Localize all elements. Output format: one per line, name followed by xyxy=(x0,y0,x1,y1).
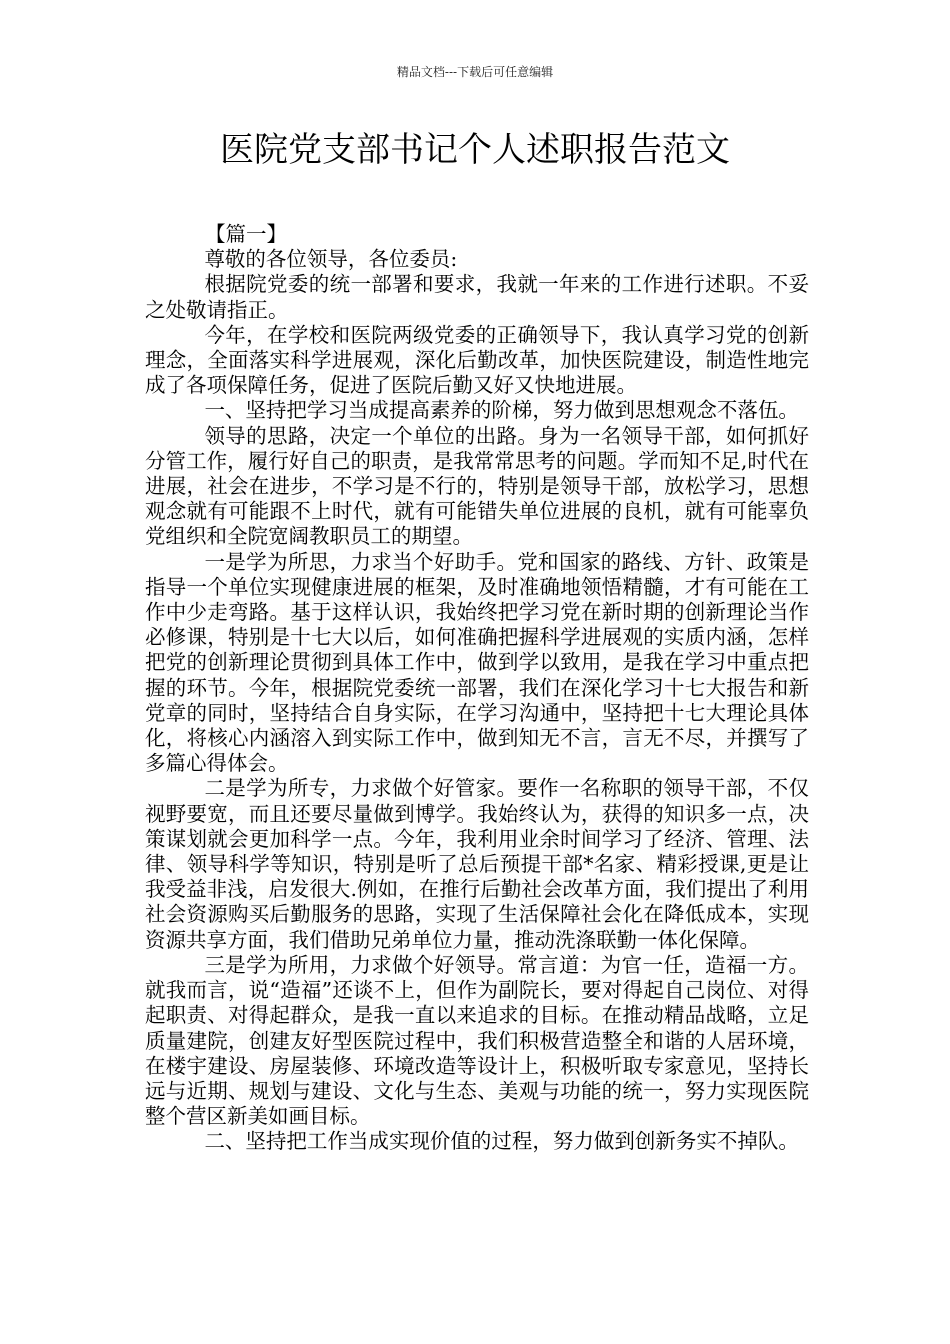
paragraph-salutation: 尊敬的各位领导，各位委员: xyxy=(204,247,458,272)
section-label: 【篇一】 xyxy=(205,222,287,246)
document-body xyxy=(145,222,809,1155)
paragraph: 三是学为所用，力求做个好领导。常言道：为官一任，造福一方。就我而言，说“造福”还谈不上，但作为副院长，要对得起自己岗位、对得起职责、对得起群众，是我一直以来追求的目标。在推动精品战略，立足质量建院，创建友好型医院过程中，我们积极营造整全和谐的人居环境，在楼宇建设、房屋装修、环境改造等设计上，积极听取专家意见，坚持长远与近期、规划与建设、文化与生态、美观与功能的统一，努力实现医院整个营区新美如画目标。 xyxy=(145,952,809,1129)
section-heading-2: 二、坚持把工作当成实现价值的过程，努力做到创新务实不掉队。 xyxy=(204,1129,799,1154)
header-note: 精品文档---下载后可任意编辑 xyxy=(396,65,554,79)
paragraph: 今年，在学校和医院两级党委的正确领导下，我认真学习党的创新理念，全面落实科学进展观，深化后勤改革，加快医院建设，制造性地完成了各项保障任务，促进了医院后勤又好又快地进展。 xyxy=(145,322,809,398)
paragraph: 领导的思路，决定一个单位的出路。身为一名领导干部，如何抓好分管工作，履行好自己的职责，是我常常思考的问题。学而知不足,时代在进展，社会在进步，不学习是不行的，特别是领导干部，放松学习，思想观念就有可能跟不上时代，就有可能错失单位进展的良机，就有可能辜负党组织和全院宽阔教职员工的期望。 xyxy=(145,423,809,549)
paragraph: 一是学为所思，力求当个好助手。党和国家的路线、方针、政策是指导一个单位实现健康进展的框架，及时准确地领悟精髓，才有可能在工作中少走弯路。基于这样认识，我始终把学习党在新时期的创新理论当作必修课，特别是十七大以后，如何准确把握科学进展观的实质内涵，怎样把党的创新理论贯彻到具体工作中，做到学以致用，是我在学习中重点把握的环节。今年，根据院党委统一部署，我们在深化学习十七大报告和新党章的同时，坚持结合自身实际，在学习沟通中，坚持把十七大理论具体化，将核心内涵溶入到实际工作中，做到知无不言，言无不尽，并撰写了多篇心得体会。 xyxy=(145,549,809,776)
document-title: 医院党支部书记个人述职报告范文 xyxy=(220,130,730,170)
section-heading-1: 一、坚持把学习当成提高素养的阶梯，努力做到思想观念不落伍。 xyxy=(204,398,799,423)
paragraph: 二是学为所专，力求做个好管家。要作一名称职的领导干部，不仅视野要宽，而且还要尽量做到博学。我始终认为，获得的知识多一点，决策谋划就会更加科学一点。今年，我利用业余时间学习了经济、管理、法律、领导科学等知识，特别是听了总后预提干部*名家、精彩授课,更是让我受益非浅，启发很大.例如，在推行后勤社会改革方面，我们提出了利用社会资源购买后勤服务的思路，实现了生活保障社会化在降低成本，实现资源共享方面，我们借助兄弟单位力量，推动洗涤联勤一体化保障。 xyxy=(145,776,809,952)
paragraph: 根据院党委的统一部署和要求，我就一年来的工作进行述职。不妥之处敬请指正。 xyxy=(145,272,809,322)
